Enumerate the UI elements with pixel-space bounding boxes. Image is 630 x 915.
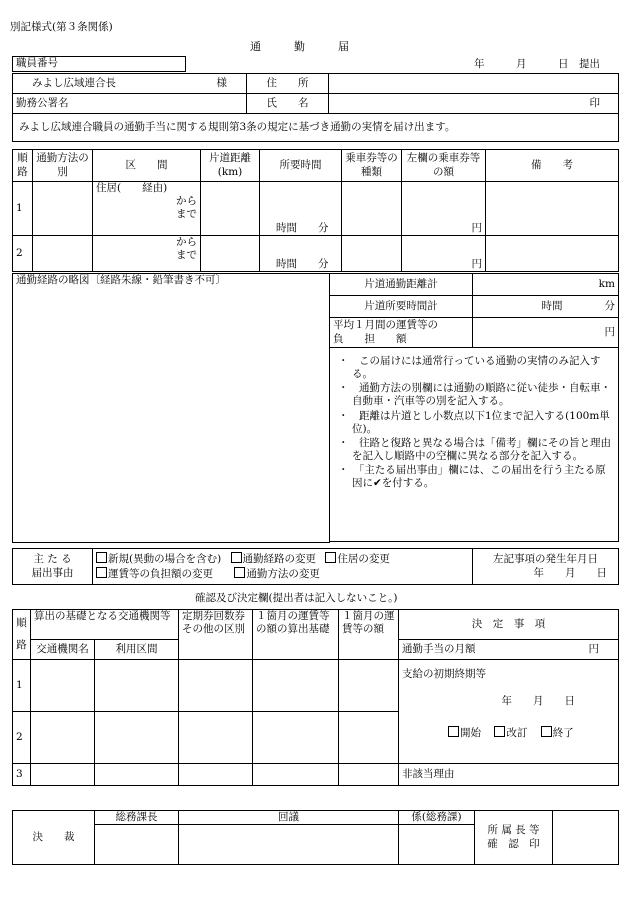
checkbox[interactable] [234, 567, 245, 578]
office-label: 勤務公署名 [16, 96, 69, 109]
remarks-field[interactable] [486, 182, 619, 236]
remarks-field[interactable] [486, 236, 619, 272]
h-decision: 決 定 事 項 [399, 610, 619, 640]
time-total-field[interactable]: 時間 分 [473, 296, 619, 318]
occurrence-date-value: 年 月 日 [533, 566, 607, 579]
opt-end[interactable]: 終了 [541, 727, 574, 739]
period-date: 年 月 日 [501, 695, 575, 708]
checkbox[interactable] [96, 552, 107, 563]
ticket-amount-field[interactable]: 円 [402, 236, 486, 272]
h-time: 所要時間 [260, 150, 342, 182]
row-no: 3 [13, 764, 31, 786]
h-pass: 定期券回数券その他の区別 [179, 610, 253, 660]
note-item: ・ 距離は片道とし小数点以下1位まで記入する(100m単位)。 [338, 409, 610, 435]
ticket-type-field[interactable] [342, 236, 402, 272]
opt-start[interactable]: 開始 [448, 727, 481, 739]
chief-label: 総務課長 [95, 811, 179, 825]
h-basis: 算出の基礎となる交通機関等 [31, 610, 179, 640]
dept-head-seal[interactable] [553, 811, 619, 865]
table-row [13, 236, 619, 272]
map-totals-table [12, 273, 619, 543]
period-label: 支給の初期終期等 [402, 668, 486, 680]
section-made: まで [176, 249, 197, 262]
burden-label-2: 負 担 額 [333, 332, 407, 345]
submission-date[interactable]: 年 月 日 提出 [474, 58, 600, 70]
not-applicable-field[interactable] [399, 764, 619, 786]
occurrence-date[interactable] [473, 549, 619, 585]
h-ticket-amount: 左欄の乗車券等の額 [402, 150, 486, 182]
name-field[interactable] [329, 94, 619, 114]
table-row [13, 182, 619, 236]
clerk-seal[interactable] [399, 825, 475, 865]
form-label: 別記様式(第３条関係) [10, 21, 113, 33]
circulation-seal[interactable] [179, 825, 399, 865]
route-map-area[interactable] [13, 274, 330, 543]
checkbox[interactable] [448, 726, 459, 737]
chief-seal[interactable] [95, 825, 179, 865]
approval-table [12, 810, 619, 865]
checkbox[interactable] [325, 552, 336, 563]
section-field[interactable] [93, 236, 201, 272]
allowance-label: 通勤手当の月額 [402, 642, 476, 655]
row-no: 1 [13, 182, 33, 236]
applicant-table [12, 73, 619, 142]
allowance-field[interactable] [399, 640, 619, 660]
page-title: 通 勤 届 [250, 40, 349, 53]
opt-route[interactable]: 通勤経路の変更 [231, 553, 317, 565]
ticket-amount-field[interactable]: 円 [402, 182, 486, 236]
note-item: ・ 「主たる届出事由」欄には、この届出を行う主たる原因に✔を付する。 [338, 464, 606, 490]
opt-revise[interactable]: 改訂 [494, 727, 527, 739]
burden-label [330, 318, 473, 348]
address-field[interactable] [329, 74, 619, 94]
opt-home[interactable]: 住居の変更 [325, 553, 390, 565]
period-field[interactable] [399, 660, 619, 764]
reason-options [93, 549, 473, 585]
reason-label-1: 主 た る [33, 553, 72, 566]
reason-label-2: 届出事由 [31, 566, 74, 579]
h-order: 順 路 [13, 610, 31, 660]
h-section: 利用区間 [95, 640, 179, 660]
checkbox[interactable] [96, 567, 107, 578]
h-distance: 片道距離(km) [201, 150, 260, 182]
distance-field[interactable] [201, 182, 260, 236]
h-monthly-basis: １箇月の運賃等の額の算出基礎 [253, 610, 339, 660]
address-label: 住 所 [247, 74, 329, 94]
reason-label [13, 549, 93, 585]
clerk-label: 係(総務課) [399, 811, 475, 825]
office-cell[interactable] [13, 94, 247, 114]
h-remarks: 備 考 [486, 150, 619, 182]
addressee-cell [13, 74, 247, 94]
checkbox[interactable] [231, 552, 242, 563]
dept-head-label: 所 属 長 等 確 認 印 [475, 811, 553, 865]
ticket-type-field[interactable] [342, 182, 402, 236]
burden-field[interactable]: 円 [473, 318, 619, 348]
distance-field[interactable] [201, 236, 260, 272]
checkbox[interactable] [494, 726, 505, 737]
section-field[interactable] [93, 182, 201, 236]
addressee: みよし広域連合長 [32, 76, 116, 89]
allowance-unit: 円 [588, 642, 599, 655]
reason-table [12, 548, 619, 585]
note-item: ・ この届けには通常行っている通勤の実情のみ記入する。 [338, 355, 601, 381]
h-ticket-type: 乗車券等の種類 [342, 150, 402, 182]
row-no: 2 [13, 236, 33, 272]
burden-label-1: 平均１月間の運賃等の [333, 319, 438, 332]
note-item: ・ 往路と復路と異なる場合は「備考」欄にその旨と理由を記入し順路中の空欄に異なる部分を記入する。 [338, 436, 611, 462]
method-field[interactable] [33, 182, 93, 236]
opt-fare[interactable]: 運賃等の負担額の変更 [96, 568, 213, 580]
row-no: 2 [13, 712, 31, 764]
addressee-sama: 様 [216, 76, 227, 89]
table-row [13, 764, 619, 786]
seal-mark: 印 [589, 96, 600, 109]
confirm-table [12, 609, 619, 786]
staff-no-label[interactable]: 職員番号 [13, 57, 186, 72]
notes-box [330, 348, 619, 542]
map-label: 通勤経路の略図〔経路朱線・鉛筆書き不可〕 [16, 274, 226, 286]
h-section: 区 間 [93, 150, 201, 182]
h-agency: 交通機関名 [31, 640, 95, 660]
staff-no-box [12, 56, 186, 72]
name-label: 氏 名 [247, 94, 329, 114]
h-monthly-amount: １箇月の運賃等の額 [339, 610, 399, 660]
method-field[interactable] [33, 236, 93, 272]
decision-label: 決 裁 [13, 811, 95, 865]
h-order: 順路 [13, 150, 33, 182]
opt-new[interactable]: 新規(異動の場合を含む) [96, 553, 221, 565]
declaration: みよし広域連合職員の通勤手当に関する規則第3条の規定に基づき通勤の実情を届け出ます。 [13, 114, 619, 142]
row-no: 1 [13, 660, 31, 712]
time-total-label: 片道所要時間計 [330, 296, 473, 318]
section-kara: から [176, 195, 197, 208]
section-from: 住居( 経由) [96, 182, 168, 194]
distance-total-label: 片道通勤距離計 [330, 274, 473, 296]
table-row [13, 660, 619, 712]
section-made: まで [176, 208, 197, 221]
circulation-label: 回議 [179, 811, 399, 825]
checkbox[interactable] [541, 726, 552, 737]
not-applicable-label: 非該当理由 [402, 767, 455, 780]
note-item: ・ 通勤方法の別欄には通勤の順路に従い徒歩・自転車・自動車・汽車等の別を記入する。 [338, 382, 611, 408]
occurrence-date-label: 左記事項の発生年月日 [493, 553, 598, 566]
confirm-title: 確認及び決定欄(提出者は記入しないこと。) [195, 592, 398, 604]
time-field[interactable]: 時間 分 [260, 182, 342, 236]
section-kara: から [176, 236, 197, 248]
opt-method[interactable]: 通勤方法の変更 [234, 568, 320, 580]
route-table [12, 149, 619, 272]
distance-total-field[interactable]: km [473, 274, 619, 296]
time-field[interactable]: 時間 分 [260, 236, 342, 272]
h-method: 通勤方法の別 [33, 150, 93, 182]
